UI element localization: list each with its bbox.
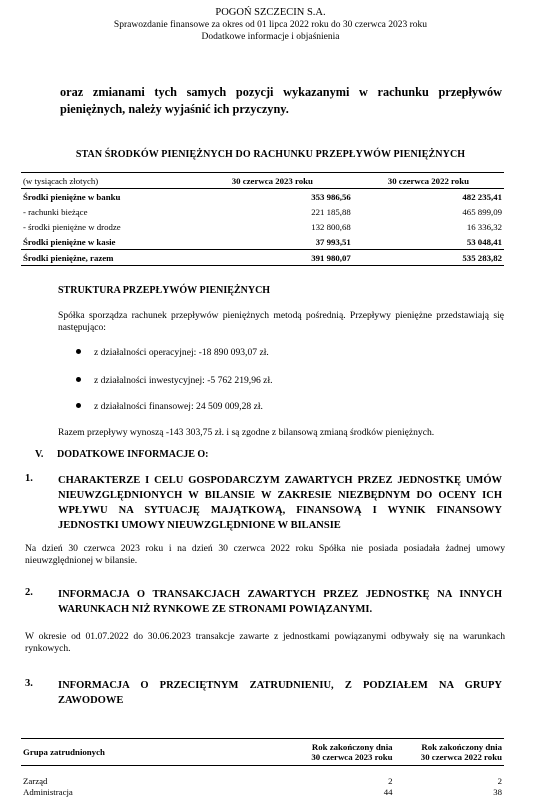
list-item — [76, 401, 263, 412]
section-title: Dodatkowe informacje i objaśnienia — [201, 32, 340, 42]
structure-paragraph: Spółka sporządza rachunek przepływów pieniężnych metodą pośrednią. Przepływy pieniężne przedstawiają się następująco: — [58, 310, 504, 333]
row-value-2022: 535 283,82 — [353, 250, 504, 266]
item-title: CHARAKTERZE I CELU GOSPODARCZYM ZAWARTYCH PRZEZ JEDNOSTKĘ UMÓW NIEUWZGLĘDNIONYCH W BILANSIE W ZAKRESIE NIEZBĘDNYM DO OCENY ICH WPŁYWU NA SYTUACJĘ MAJĄTKOWĄ, FINANSOWĄ I WYNIK FINANSOWY JEDNOSTKI UMOWY NIEUWZGLĘDNIONE W BILANSIE — [58, 475, 502, 531]
item-title: INFORMACJA O TRANSAKCJACH ZAWARTYCH PRZEZ JEDNOSTKĘ NA INNYCH WARUNKACH NIŻ RYNKOWE ZE STRONAMI POWIĄZANYMI. — [58, 589, 502, 615]
row-value-2022: 38 — [493, 787, 502, 797]
row-value-2023: 132 800,68 — [311, 221, 351, 232]
row-label: Administracja — [23, 787, 73, 797]
table-header-row — [21, 739, 504, 766]
row-value-2023: 353 986,56 — [311, 191, 351, 202]
list-item-text: z działalności operacyjnej: -18 890 093,07 zł. — [94, 347, 269, 358]
table-row — [21, 219, 504, 234]
col-2022-header-line2: 30 czerwca 2022 roku — [420, 752, 502, 762]
company-name: POGOŃ SZCZECIN S.A. — [215, 7, 326, 18]
row-value-2023: 44 — [383, 787, 393, 797]
col-2022-header: 30 czerwca 2022 roku — [353, 173, 504, 189]
col-2023-header-line1: Rok zakończony dnia — [311, 742, 393, 752]
bullet-icon — [76, 403, 81, 408]
structure-heading: STRUKTURA PRZEPŁYWÓW PIENIĘŻNYCH — [58, 285, 271, 296]
row-value-2022: 465 899,09 — [462, 206, 502, 217]
table-header-row — [21, 173, 504, 189]
col-2023-header: 30 czerwca 2023 roku — [192, 173, 353, 189]
bullet-icon — [76, 377, 81, 382]
table-row — [21, 234, 504, 250]
unit-label: (w tysiącach złotych) — [21, 173, 192, 189]
cash-table — [21, 172, 504, 266]
col-2023-header-line2: 30 czerwca 2023 roku — [311, 752, 393, 762]
item-number: 2. — [25, 587, 33, 598]
employment-table — [21, 738, 504, 798]
item-text: Na dzień 30 czerwca 2023 roku i na dzień 30 czerwca 2022 roku Spółka nie posiada posiadała żadnej umowy nieuwzględnionej w bilansie. — [25, 543, 505, 566]
item-number: 1. — [25, 473, 33, 484]
table-row — [21, 787, 504, 798]
row-value-2022: 2 — [497, 776, 502, 786]
col-group-header: Grupa zatrudnionych — [21, 739, 285, 766]
row-label: - środki pieniężne w drodze — [23, 221, 121, 232]
row-label: Środki pieniężne, razem — [21, 250, 192, 266]
item-number: 3. — [25, 678, 33, 689]
list-item-text: z działalności inwestycyjnej: -5 762 219,96 zł. — [94, 375, 273, 386]
row-value-2023: 221 185,88 — [311, 206, 351, 217]
row-value-2023: 37 993,51 — [192, 234, 353, 250]
row-value-2023: 391 980,07 — [192, 250, 353, 266]
col-2023-header — [285, 739, 394, 766]
row-value-2022: 53 048,41 — [353, 234, 504, 250]
section-title: DODATKOWE INFORMACJE O: — [57, 449, 209, 460]
bullet-icon — [76, 349, 81, 354]
row-label: Środki pieniężne w kasie — [21, 234, 192, 250]
row-label: Środki pieniężne w banku — [23, 191, 121, 202]
table-row — [21, 189, 504, 205]
row-label: - rachunki bieżące — [23, 206, 88, 217]
row-value-2023: 2 — [388, 776, 393, 786]
col-2022-header-line1: Rok zakończony dnia — [421, 742, 502, 752]
spacer-row — [21, 766, 504, 777]
list-item-text: z działalności finansowej: 24 509 009,28 zł. — [94, 401, 263, 412]
list-item — [76, 347, 269, 358]
table-row — [21, 204, 504, 219]
report-title: Sprawozdanie finansowe za okres od 01 lipca 2022 roku do 30 czerwca 2023 roku — [113, 20, 428, 30]
item-text: W okresie od 01.07.2022 do 30.06.2023 transakcje zawarte z jednostkami powiązanymi odbywały się na warunkach rynkowych. — [25, 631, 505, 654]
structure-total: Razem przepływy wynoszą -143 303,75 zł. i są zgodne z bilansową zmianą środków pieniężnych. — [58, 427, 435, 438]
list-item — [76, 375, 273, 386]
item-title: INFORMACJA O PRZECIĘTNYM ZATRUDNIENIU, Z PODZIAŁEM NA GRUPY ZAWODOWE — [58, 680, 502, 706]
intro-paragraph: oraz zmianami tych samych pozycji wykazanymi w rachunku przepływów pieniężnych, należy wyjaśnić ich przyczyny. — [60, 85, 502, 116]
row-label: Zarząd — [23, 776, 48, 786]
row-value-2022: 482 235,41 — [462, 191, 502, 202]
table-row — [21, 776, 504, 787]
row-value-2022: 16 336,32 — [466, 221, 502, 232]
cash-table-heading: STAN ŚRODKÓW PIENIĘŻNYCH DO RACHUNKU PRZEPŁYWÓW PIENIĘŻNYCH — [75, 149, 466, 160]
section-5-heading — [35, 449, 208, 460]
col-2022-header — [395, 739, 504, 766]
section-number: V. — [35, 449, 44, 460]
table-total-row — [21, 250, 504, 266]
